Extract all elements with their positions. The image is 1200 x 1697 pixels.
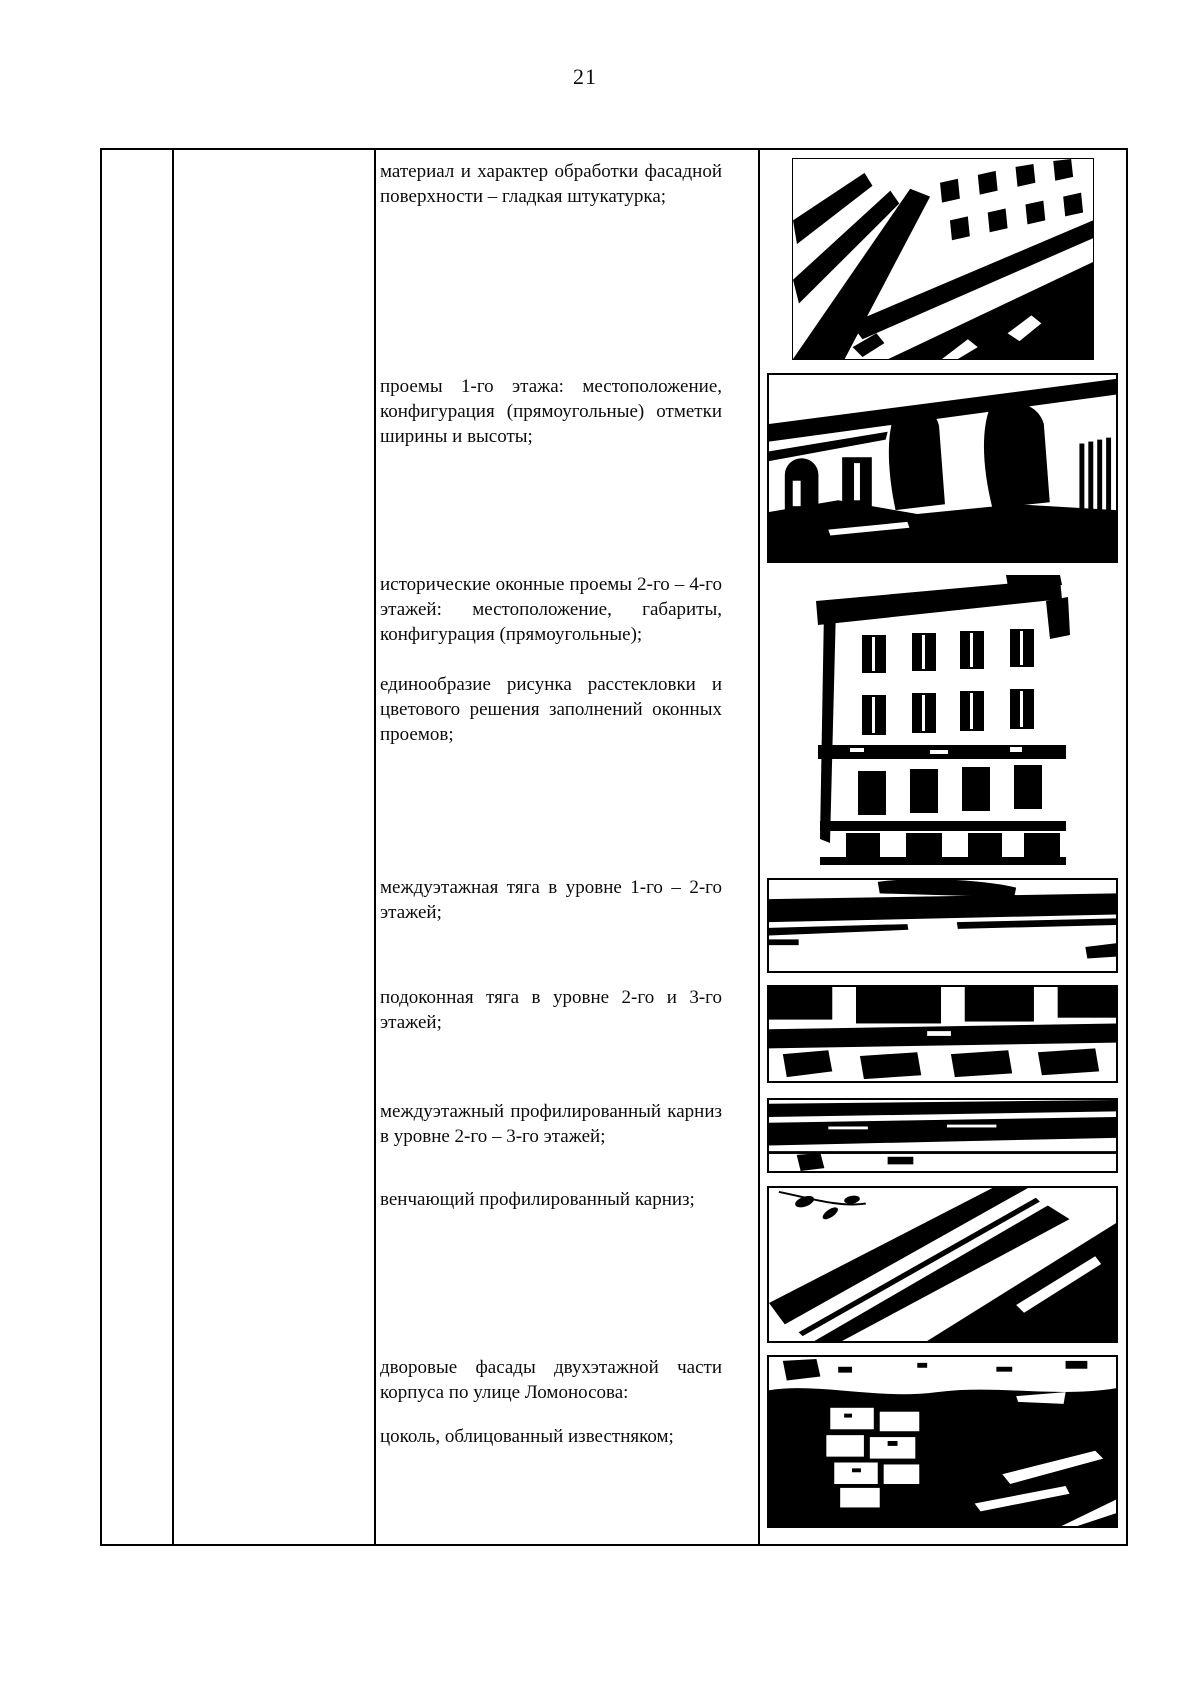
photo-interfloor-moulding-graphic [769,880,1116,971]
table-column-divider-1 [172,150,174,1544]
photo-crowning-cornice [767,1186,1118,1343]
table-column-divider-3 [758,150,760,1544]
table-column-divider-2 [374,150,376,1544]
photo-sill-moulding-graphic [769,987,1116,1081]
photo-interfloor-cornice-graphic [769,1100,1116,1171]
text-interfloor-cornice: междуэтажный профилированный карниз в уровне 2-го – 3-го этажей; [380,1101,722,1147]
photo-first-floor-openings-graphic [769,375,1116,561]
text-interfloor-moulding: междуэтажная тяга в уровне 1-го – 2-го этажей; [380,877,722,923]
photo-interfloor-moulding [767,878,1118,973]
photo-interfloor-cornice [767,1098,1118,1173]
text-limestone-plinth: цоколь, облицованный известняком; [380,1426,674,1447]
photo-upper-floor-windows-facade [810,575,1073,865]
text-crowning-cornice: венчающий профилированный карниз; [380,1189,695,1210]
photo-building-corner-perspective [792,158,1094,360]
photo-building-corner-perspective-graphic [793,159,1093,359]
photo-crowning-cornice-graphic [769,1188,1116,1341]
page-number: 21 [573,64,597,89]
photo-sill-moulding [767,985,1118,1083]
text-historic-window-openings: исторические оконные проемы 2-го – 4-го этажей: местоположение, габариты, конфигурация (прямоугольные); [380,574,722,645]
text-glazing-pattern-uniformity: единообразие рисунка расстекловки и цветового решения заполнений оконных проемов; [380,674,722,745]
text-sill-moulding: подоконная тяга в уровне 2-го и 3-го этажей; [380,987,722,1033]
text-first-floor-openings: проемы 1-го этажа: местоположение, конфигурация (прямоугольные) отметки ширины и высоты; [380,376,722,447]
photo-upper-floor-windows-facade-graphic [810,575,1073,865]
photo-first-floor-openings [767,373,1118,563]
photo-limestone-plinth [767,1355,1118,1528]
text-facade-surface-material: материал и характер обработки фасадной поверхности – гладкая штукатурка; [380,161,722,207]
text-courtyard-facades: дворовые фасады двухэтажной части корпуса по улице Ломоносова: [380,1357,722,1403]
photo-limestone-plinth-graphic [769,1357,1116,1526]
